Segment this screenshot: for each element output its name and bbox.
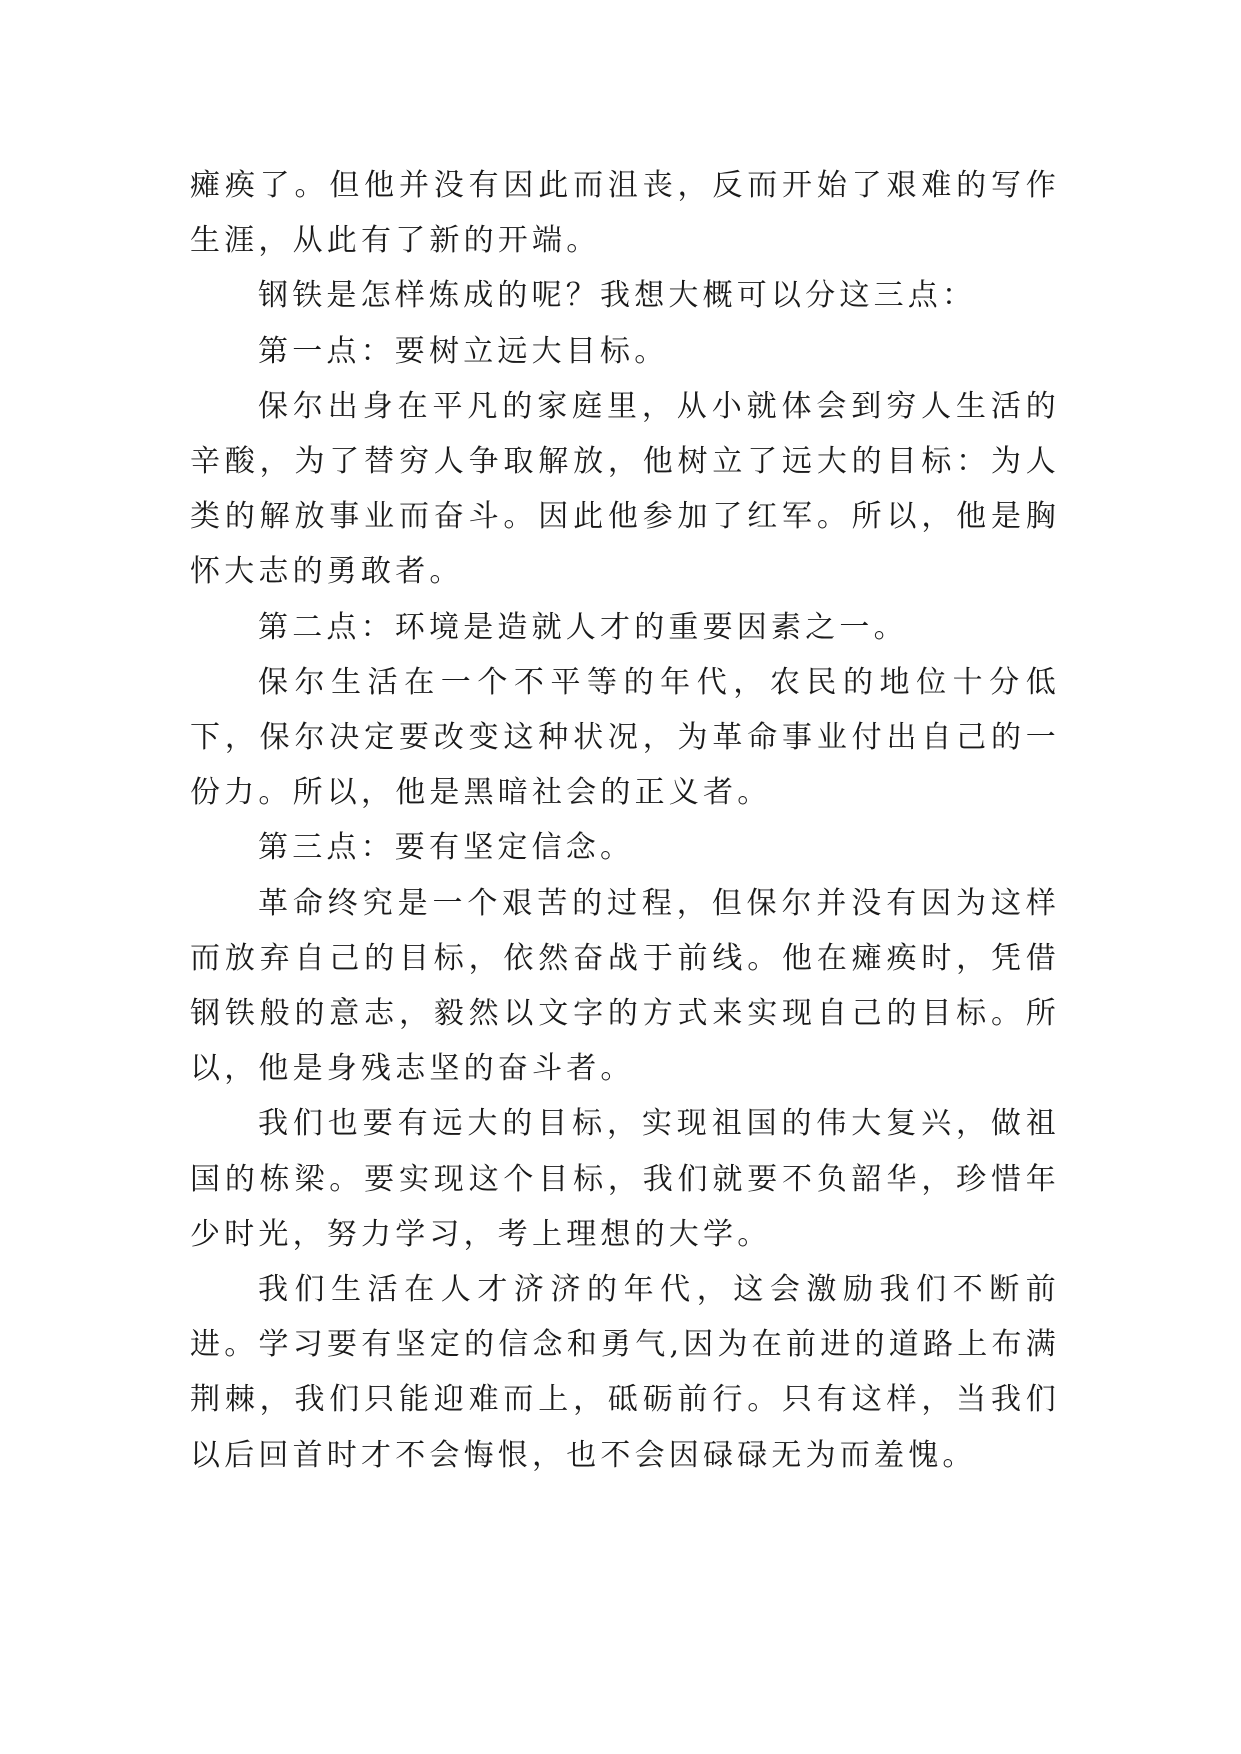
paragraph: 保尔生活在一个不平等的年代，农民的地位十分低下，保尔决定要改变这种状况，为革命事业付出自己的一份力。所以，他是黑暗社会的正义者。 [190, 664, 1060, 811]
section-heading: 第一点：要树立远大目标。 [258, 333, 669, 369]
paragraph: 我们也要有远大的目标，实现祖国的伟大复兴，做祖国的栋梁。要实现这个目标，我们就要不负韶华，珍惜年少时光，努力学习，考上理想的大学。 [190, 1106, 1060, 1252]
paragraph: 我们生活在人才济济的年代，这会激励我们不断前进。学习要有坚定的信念和勇气,因为在前进的道路上布满荆棘，我们只能迎难而上，砥砺前行。只有这样，当我们以后回首时才不会悔恨，也不会因碌碌无为而羞愧。 [190, 1272, 1060, 1473]
section-heading: 第三点：要有坚定信念。 [258, 830, 635, 866]
paragraph: 革命终究是一个艰苦的过程，但保尔并没有因为这样而放弃自己的目标，依然奋战于前线。他在瘫痪时，凭借钢铁般的意志，毅然以文字的方式来实现自己的目标。所以，他是身残志坚的奋斗者。 [190, 885, 1060, 1087]
paragraph: 钢铁是怎样炼成的呢？我想大概可以分这三点： [258, 278, 977, 314]
paragraph: 瘫痪了。但他并没有因此而沮丧，反而开始了艰难的写作生涯，从此有了新的开端。 [190, 168, 1060, 259]
paragraph: 保尔出身在平凡的家庭里，从小就体会到穷人生活的辛酸，为了替穷人争取解放，他树立了远大的目标：为人类的解放事业而奋斗。因此他参加了红军。所以，他是胸怀大志的勇敢者。 [190, 388, 1060, 590]
section-heading: 第二点：环境是造就人才的重要因素之一。 [258, 609, 908, 645]
body-text [190, 158, 1060, 1483]
